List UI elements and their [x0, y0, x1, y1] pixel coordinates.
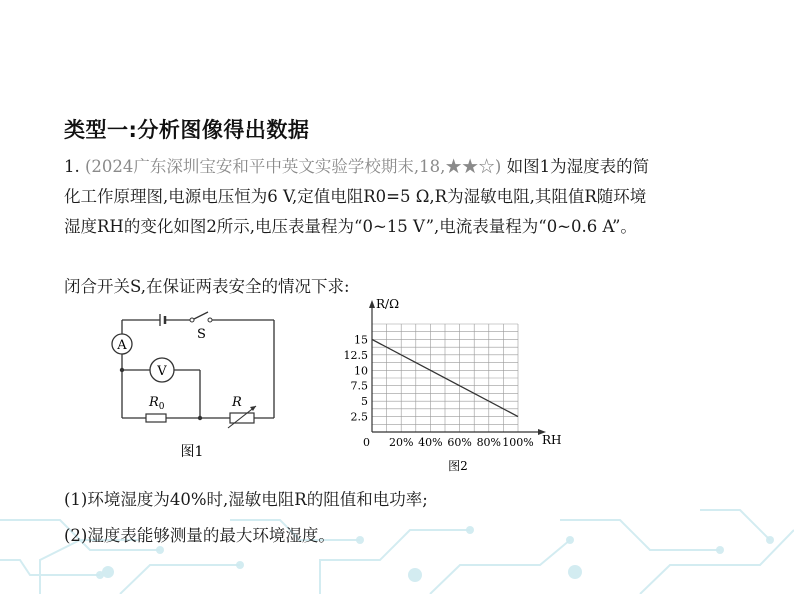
figure2-caption: 图2 [448, 459, 468, 473]
voltmeter-label: V [157, 364, 167, 379]
fixed-resistor-r0 [146, 414, 166, 422]
x-tick-label: 40% [418, 436, 443, 449]
switch-label: S [197, 327, 206, 342]
x-axis-label: RH [542, 433, 562, 447]
r0-label: $R_0$ [149, 395, 165, 412]
problem-line-1 [64, 152, 744, 182]
chart-axes [369, 300, 546, 435]
circuit-diagram [100, 306, 290, 470]
y-axis-arrow [369, 300, 375, 308]
problem-line-4: 闭合开关S,在保证两表安全的情况下求: [64, 277, 350, 296]
problem-source: (2024广东深圳宝安和平中英文实验学校期末,18,★★☆) [85, 157, 502, 176]
switch-contact-left [190, 318, 194, 322]
problem-line-3: 湿度RH的变化如图2所示,电压表量程为“0~15 V”,电流表量程为“0~0.6 A”。 [64, 217, 637, 236]
x-tick-label: 20% [388, 436, 414, 449]
y-tick-label: 15 [354, 333, 368, 347]
y-tick-label: 5 [361, 395, 368, 409]
junction-dot [198, 416, 202, 420]
figure1-caption: 图1 [180, 444, 204, 460]
switch-blade [192, 312, 208, 320]
ammeter-label: A [117, 338, 127, 353]
x-tick-label: 80% [476, 436, 502, 449]
x-tick-label: 0 [363, 436, 370, 449]
section-title: 类型一:分析图像得出数据 [64, 118, 310, 142]
junction-dot [120, 368, 124, 372]
y-tick-label: 2.5 [350, 410, 368, 424]
question-2: (2)湿度表能够测量的最大环境湿度。 [64, 526, 335, 545]
x-tick-label: 60% [447, 436, 472, 449]
y-tick-label: 12.5 [343, 348, 368, 362]
y-axis-label: R/Ω [376, 297, 400, 311]
humidity-resistance-chart [330, 292, 570, 476]
r-label: R [232, 395, 242, 410]
question-1: (1)环境湿度为40%时,湿敏电阻R的阻值和电功率; [64, 490, 428, 509]
variable-resistor-r [230, 413, 254, 423]
problem-number: 1. [64, 157, 80, 176]
problem-line-1-rest: 如图1为湿度表的简 [506, 157, 650, 176]
y-tick-label: 7.5 [350, 379, 368, 393]
switch-contact-right [208, 318, 212, 322]
y-tick-label: 10 [354, 364, 368, 378]
problem-text [64, 152, 744, 242]
problem-line-2: 化工作原理图,电源电压恒为6 V,定值电阻R0=5 Ω,R为湿敏电阻,其阻值R随环境 [64, 187, 647, 206]
x-tick-label: 100% [502, 436, 534, 449]
